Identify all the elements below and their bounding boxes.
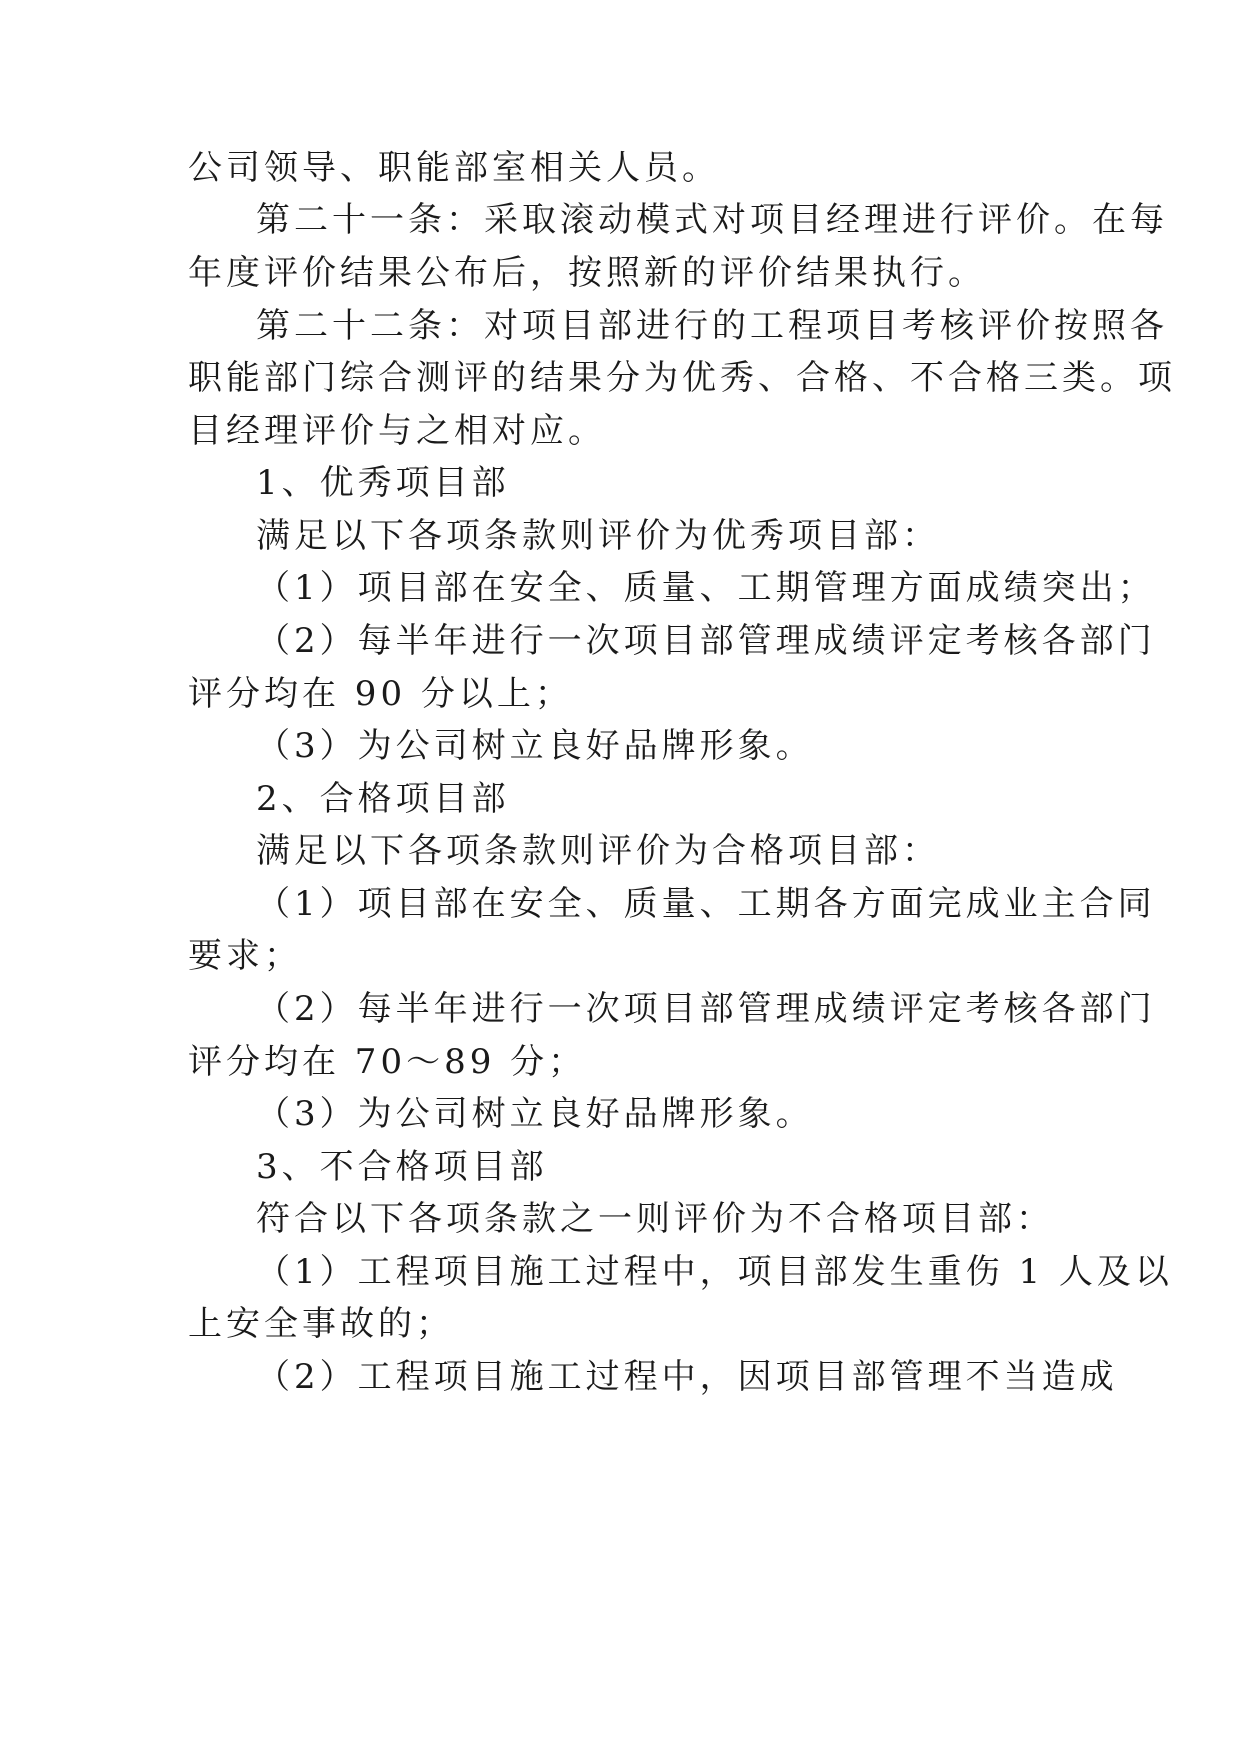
text-line: 上安全事故的；	[188, 1304, 454, 1344]
list-item: （2）每半年进行一次项目部管理成绩评定考核各部门	[256, 621, 1156, 661]
article-21-heading-line: 第二十一条：采取滚动模式对项目经理进行评价。在每	[256, 200, 1168, 240]
text-line: 评分均在 70～89 分；	[188, 1042, 587, 1082]
text-line: 年度评价结果公布后，按照新的评价结果执行。	[188, 253, 986, 293]
text-line: 要求；	[188, 936, 302, 976]
text-line: 满足以下各项条款则评价为合格项目部：	[256, 831, 940, 871]
section-heading-unqualified: 3、不合格项目部	[256, 1147, 548, 1187]
list-item: （1）项目部在安全、质量、工期各方面完成业主合同	[256, 884, 1156, 924]
text-line: 符合以下各项条款之一则评价为不合格项目部：	[256, 1199, 1054, 1239]
text-line: 评分均在 90 分以上；	[188, 674, 573, 714]
list-item: （1）工程项目施工过程中，项目部发生重伤 1 人及以	[256, 1252, 1173, 1292]
article-22-heading-line: 第二十二条：对项目部进行的工程项目考核评价按照各	[256, 306, 1168, 346]
list-item: （3）为公司树立良好品牌形象。	[256, 1094, 814, 1134]
section-heading-qualified: 2、合格项目部	[256, 779, 510, 819]
list-item: （2）工程项目施工过程中，因项目部管理不当造成	[256, 1357, 1118, 1397]
section-heading-excellent: 1、优秀项目部	[256, 463, 510, 503]
list-item: （3）为公司树立良好品牌形象。	[256, 726, 814, 766]
text-line: 满足以下各项条款则评价为优秀项目部：	[256, 516, 940, 556]
text-line: 职能部门综合测评的结果分为优秀、合格、不合格三类。项	[188, 358, 1176, 398]
text-line: 目经理评价与之相对应。	[188, 411, 606, 451]
list-item: （1）项目部在安全、质量、工期管理方面成绩突出；	[256, 568, 1156, 608]
list-item: （2）每半年进行一次项目部管理成绩评定考核各部门	[256, 989, 1156, 1029]
text-line: 公司领导、职能部室相关人员。	[188, 148, 720, 188]
